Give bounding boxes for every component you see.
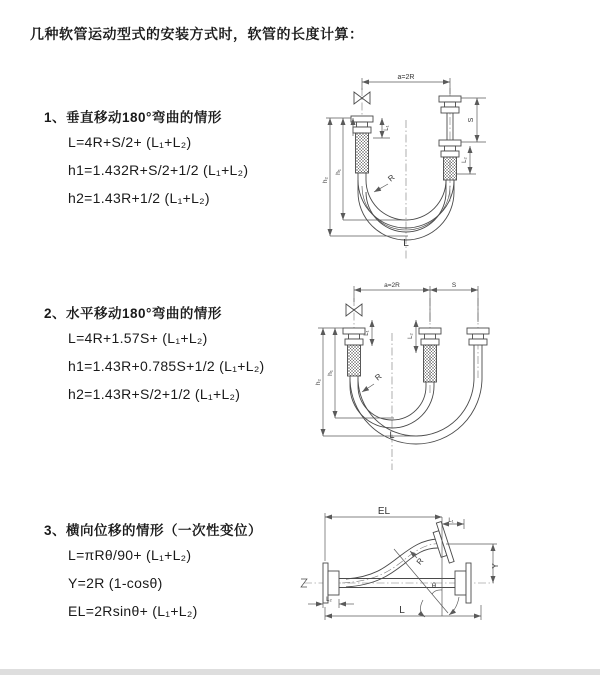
section-2-formula-L: L=4R+1.57S+ (L₁+L₂) — [68, 330, 208, 346]
right-fitting — [467, 328, 489, 345]
centerlines — [362, 88, 450, 260]
dim-label-h1: h₁ — [327, 370, 334, 376]
diagram-vertical-180-bend — [300, 68, 555, 273]
right-fitting-lower — [439, 140, 461, 157]
dim-label-l1: L₁ — [448, 518, 454, 524]
section-3-formula-L: L=πRθ/90+ (L₁+L₂) — [68, 547, 192, 563]
dim-label-r: R — [373, 371, 384, 383]
right-flange-original — [455, 563, 471, 603]
section-1-formula-h1: h1=1.432R+S/2+1/2 (L₁+L₂) — [68, 162, 249, 178]
left-fitting — [351, 116, 373, 133]
dim-label-l1: L₁ — [384, 125, 390, 131]
dim-label-l2: L₂ — [462, 157, 468, 163]
dim-label-a2r: a=2R — [384, 282, 400, 289]
dim-label-r: R — [386, 172, 397, 184]
right-flange-displaced — [431, 522, 454, 565]
dim-label-l1: L₁ — [364, 330, 370, 336]
left-braid — [356, 133, 369, 173]
section-1-heading: 1、垂直移动180°弯曲的情形 — [44, 110, 222, 125]
diagram-lateral-displacement — [298, 503, 600, 665]
page-title: 几种软管运动型式的安装方式时，软管的长度计算： — [30, 26, 364, 42]
dim-label-el: EL — [377, 506, 391, 517]
dim-label-theta: θ — [431, 581, 437, 590]
dim-label-s: S — [468, 117, 475, 123]
section-3-formula-Y: Y=2R (1-cosθ) — [68, 575, 163, 591]
section-3-formula-EL: EL=2Rsinθ+ (L₁+L₂) — [68, 603, 198, 619]
dim-label-l: L — [389, 430, 395, 440]
middle-fitting — [419, 328, 441, 345]
diagram-horizontal-180-bend — [298, 278, 600, 478]
dim-label-a2r: a=2R — [397, 74, 415, 81]
dim-label-l: L — [399, 605, 405, 616]
dim-label-s: S — [451, 282, 457, 289]
dim-label-r: R — [414, 556, 426, 567]
page-bottom-edge — [0, 669, 600, 675]
dim-label-h1: h₁ — [335, 169, 342, 175]
dim-label-h2: h₂ — [322, 176, 329, 184]
section-1-formula-L: L=4R+S/2+ (L₁+L₂) — [68, 134, 192, 150]
hose-body — [301, 522, 471, 603]
middle-braid — [424, 345, 437, 382]
dim-label-l2: L₂ — [408, 333, 414, 339]
right-braid — [444, 157, 457, 180]
dimension-lines — [318, 286, 478, 436]
section-2-formula-h2: h2=1.43R+S/2+1/2 (L₁+L₂) — [68, 386, 241, 402]
dim-label-h2: h₂ — [315, 378, 322, 386]
section-2-heading: 2、水平移动180°弯曲的情形 — [44, 306, 222, 321]
section-1-formula-h2: h2=1.43R+1/2 (L₁+L₂) — [68, 190, 210, 206]
left-fitting — [343, 328, 365, 345]
section-3-heading: 3、横向位移的情形（一次性变位） — [44, 523, 263, 538]
dim-label-y: Y — [491, 563, 500, 569]
right-fitting-upper — [439, 96, 461, 113]
section-2-formula-h1: h1=1.43R+0.785S+1/2 (L₁+L₂) — [68, 358, 265, 374]
dim-label-l: L — [403, 238, 409, 249]
dim-label-l2: L₂ — [326, 597, 332, 603]
left-braid — [348, 345, 361, 376]
